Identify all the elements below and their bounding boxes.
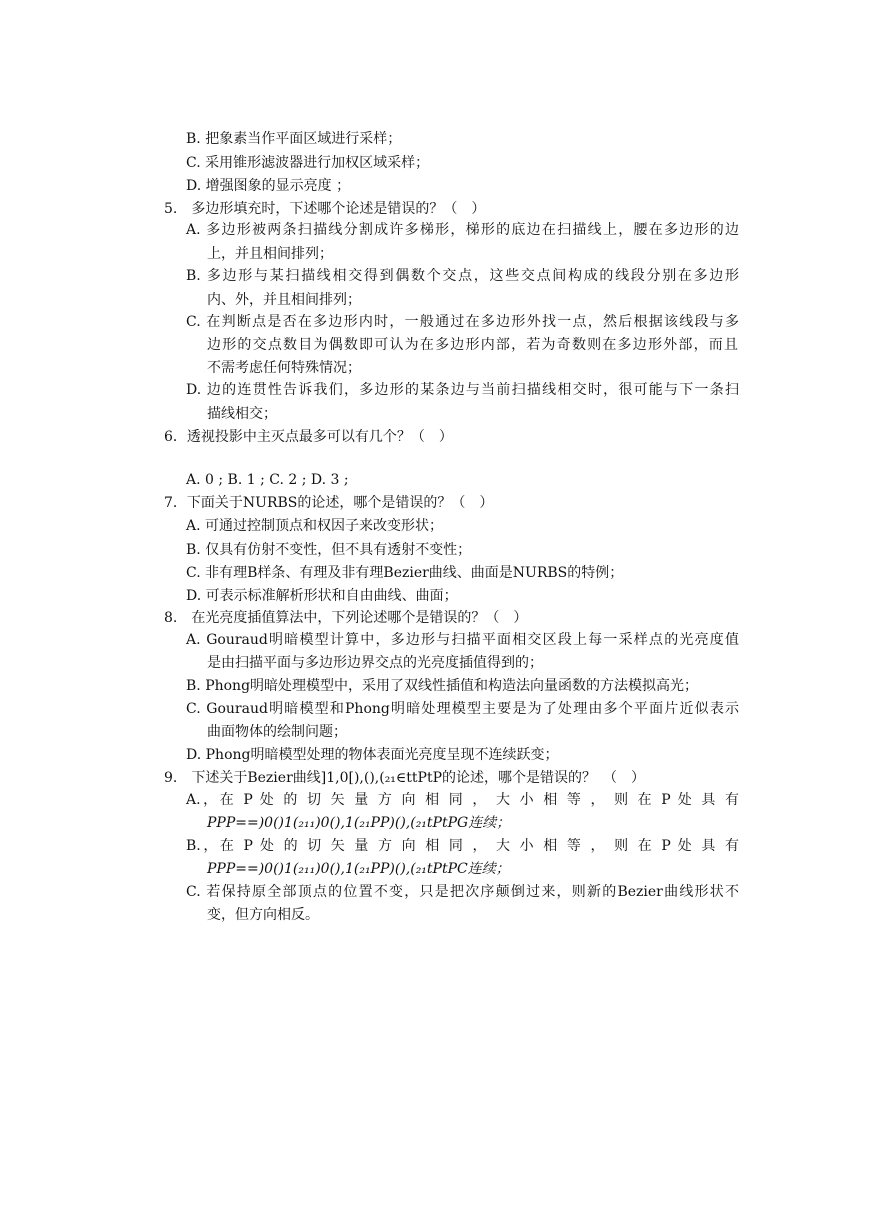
- q8-option-b: B. Phong明暗处理模型中，采用了双线性插值和构造法向量函数的方法模拟高光；: [186, 678, 699, 694]
- q5-option-a-line2: 上，并且相间排列；: [207, 246, 333, 262]
- q6-stem: 6．透视投影中主灭点最多可以有几个？（ ）: [164, 429, 453, 445]
- q7-stem: 7．下面关于NURBS的论述，哪个是错误的？（ ）: [164, 495, 494, 511]
- q9-option-c-line1: C. 若保持原全部顶点的位置不变，只是把次序颠倒过来，则新的Bezier曲线形状不: [186, 884, 739, 900]
- q5-option-c-line2: 边形的交点数目为偶数即可认为在多边形内部，若为奇数则在多边形外部，而且: [207, 337, 738, 353]
- q7-option-c: C. 非有理B样条、有理及非有理Bezier曲线、曲面是NURBS的特例；: [186, 565, 624, 581]
- q5-option-b-line2: 内、外，并且相间排列；: [207, 292, 361, 308]
- q7-option-d: D. 可表示标准解析形状和自由曲线、曲面；: [186, 588, 458, 604]
- q9-stem: 9. 下述关于Bezier曲线]1,0[),(),(₂₁∈ttPtP的论述，哪个是错误的？ （ ）: [164, 770, 646, 786]
- q4-option-c: C. 采用锥形滤波器进行加权区域采样；: [186, 155, 430, 171]
- q8-option-c-line2: 曲面物体的绘制问题；: [207, 724, 347, 740]
- q5-option-a-line1: A. 多边形被两条扫描线分割成许多梯形，梯形的底边在扫描线上，腰在多边形的边: [186, 222, 739, 238]
- q5-stem: 5. 多边形填充时，下述哪个论述是错误的？（ ）: [164, 201, 486, 217]
- q8-option-a-line1: A. Gouraud明暗模型计算中，多边形与扫描平面相交区段上每一采样点的光亮度值: [186, 632, 739, 648]
- q5-option-d-line2: 描线相交；: [207, 406, 277, 422]
- q9-option-b-line2: PPP==)0()1(₂₁₁)0(),1(₂₁PP)(),(₂₁tPtPC连续；: [207, 861, 510, 877]
- q5-option-c-line1: C. 在判断点是否在多边形内时，一般通过在多边形外找一点，然后根据该线段与多: [186, 314, 739, 330]
- q5-option-d-line1: D. 边的连贯性告诉我们，多边形的某条边与当前扫描线相交时，很可能与下一条扫: [186, 382, 739, 398]
- q6-options: A. 0 ; B. 1 ; C. 2 ; D. 3 ;: [186, 472, 349, 488]
- q7-option-a: A. 可通过控制顶点和权因子来改变形状；: [186, 518, 444, 534]
- q9-option-b-line1: B.，在 P 处 的 切 矢 量 方 向 相 同 ， 大 小 相 等 ， 则 在 P 处 具 有: [186, 838, 739, 854]
- q8-option-c-line1: C. Gouraud明暗模型和Phong明暗处理模型主要是为了处理由多个平面片近似表示: [186, 701, 739, 717]
- q9-option-a-line2: PPP==)0()1(₂₁₁)0(),1(₂₁PP)(),(₂₁tPtPG连续；: [207, 815, 511, 831]
- q4-option-b: B. 把象素当作平面区域进行采样；: [186, 131, 402, 147]
- q4-option-d: D. 增强图象的显示亮度 ；: [186, 178, 351, 194]
- q9-option-c-line2: 变，但方向相反。: [207, 907, 319, 923]
- q8-option-d: D. Phong明暗模型处理的物体表面光亮度呈现不连续跃变；: [186, 747, 559, 763]
- q8-stem: 8. 在光亮度插值算法中，下列论述哪个是错误的？（ ）: [164, 610, 528, 626]
- q5-option-c-line3: 不需考虑任何特殊情况；: [207, 360, 361, 376]
- q5-option-b-line1: B. 多边形与某扫描线相交得到偶数个交点，这些交点间构成的线段分别在多边形: [186, 268, 739, 284]
- q7-option-b: B. 仅具有仿射不变性，但不具有透射不变性；: [186, 542, 472, 558]
- q8-option-a-line2: 是由扫描平面与多边形边界交点的光亮度插值得到的；: [207, 655, 543, 671]
- q9-option-a-line1: A.，在 P 处 的 切 矢 量 方 向 相 同 ， 大 小 相 等 ， 则 在 P 处 具 有: [186, 792, 739, 808]
